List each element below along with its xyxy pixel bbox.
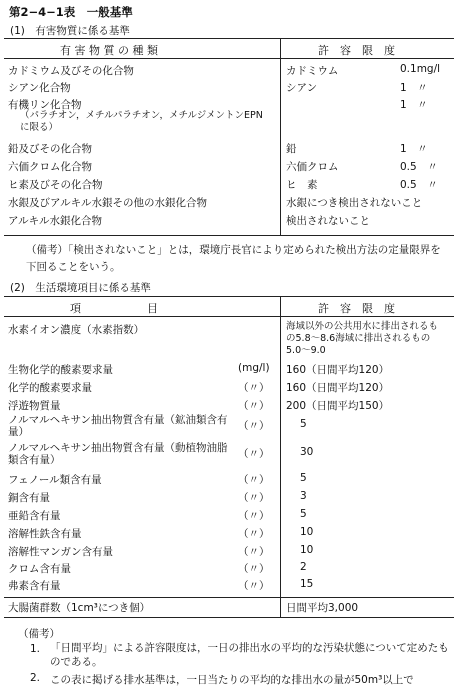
s2-row-name: 弗素含有量 bbox=[8, 580, 61, 592]
s2-row-unit: （〃） bbox=[238, 563, 270, 575]
s2-row-name: 化学的酸素要求量 bbox=[8, 382, 92, 394]
s2-row-name: 銅含有量 bbox=[8, 492, 50, 504]
s2-row-unit: （〃） bbox=[238, 510, 270, 522]
s1-row-name: 水銀及びアルキル水銀その他の水銀化合物 bbox=[8, 197, 207, 209]
s2-row-name: 溶解性鉄含有量 bbox=[8, 528, 82, 540]
s2-row-limit: 3 bbox=[300, 490, 307, 502]
section2-label: (2) 生活環境項目に係る基準 bbox=[10, 282, 151, 294]
s2-row-name: ノルマルヘキサン抽出物質含有量（動植物油脂類含有量） bbox=[8, 442, 228, 466]
s2-row-unit: (mg/l) bbox=[238, 362, 270, 374]
s2-header-border bbox=[4, 316, 454, 317]
s1-row-name: ヒ素及びその化合物 bbox=[8, 179, 103, 191]
s2-row-name: 水素イオン濃度（水素指数） bbox=[8, 324, 145, 336]
s1-row-name: カドミウム及びその化合物 bbox=[8, 65, 134, 77]
s1-row-limit-name: 鉛 bbox=[286, 143, 297, 155]
note-number: 2. bbox=[30, 672, 41, 684]
s2-row-limit: 10 bbox=[300, 526, 314, 538]
note-text: 「日間平均」による許容限度は，一日の排出水の平均的な汚染状態について定めたものである。 bbox=[50, 642, 449, 668]
s2-row-name: 溶解性マンガン含有量 bbox=[8, 546, 113, 558]
table-title: 第2−4−1表 一般基準 bbox=[9, 5, 133, 19]
s1-row-name: シアン化合物 bbox=[8, 82, 71, 94]
s2-row-name: 大腸菌群数（1cm³につき個） bbox=[8, 602, 151, 614]
s1-row-name: 有機リン化合物 bbox=[8, 99, 82, 111]
s2-row-unit: （〃） bbox=[238, 528, 270, 540]
s2-row-limit: 160（日間平均120） bbox=[286, 382, 390, 394]
s1-row-value: 1 〃 bbox=[400, 99, 428, 111]
s2-row-limit: 30 bbox=[300, 446, 314, 458]
s2-row-limit: 15 bbox=[300, 578, 314, 590]
note-text: この表に掲げる排水基準は，一日当たりの平均的な排出水の量が50m³以上で bbox=[50, 674, 414, 686]
s2-row-name: 浮遊物質量 bbox=[8, 400, 61, 412]
s1-row-subnote: （パラチオン，メチルパラチオン，メチルジメントンEPNに限る） bbox=[20, 110, 263, 133]
s2-row-limit: 日間平均3,000 bbox=[286, 602, 359, 614]
s1-row-value: 0.5 〃 bbox=[400, 179, 438, 191]
s2-row-unit: （〃） bbox=[238, 546, 270, 558]
s1-row-value: 0.5 〃 bbox=[400, 161, 438, 173]
s2-row-name: ノルマルヘキサン抽出物質含有量（鉱油類含有量） bbox=[8, 414, 228, 438]
s1-row-limit-name: 水銀につき検出されないこと bbox=[286, 197, 423, 209]
s2-row-unit: （〃） bbox=[238, 492, 270, 504]
s1-row-limit-name: シアン bbox=[286, 82, 318, 94]
s2-header-limit: 許 容 限 度 bbox=[318, 302, 395, 315]
s1-header-limit: 許 容 限 度 bbox=[318, 44, 395, 57]
s1-row-limit-name: 六価クロム bbox=[286, 161, 339, 173]
s2-row-name: クロム含有量 bbox=[8, 563, 71, 575]
s1-row-limit-name: ヒ 素 bbox=[286, 179, 318, 191]
s1-top-border bbox=[4, 38, 454, 39]
s2-row-limit: 2 bbox=[300, 561, 307, 573]
s2-final-border bbox=[4, 617, 454, 618]
s2-row-limit: 5 bbox=[300, 508, 307, 520]
s1-bottom-border bbox=[4, 235, 454, 236]
s2-row-limit: 5 bbox=[300, 472, 307, 484]
s1-row-value: 1 〃 bbox=[400, 82, 428, 94]
s1-row-name: アルキル水銀化合物 bbox=[8, 215, 102, 227]
s2-row-limit: 5 bbox=[300, 418, 307, 430]
s1-column-divider bbox=[280, 38, 281, 235]
s1-row-name: 鉛及びその化合物 bbox=[8, 143, 92, 155]
s2-row-unit: （〃） bbox=[238, 580, 270, 592]
notes-heading: （備考） bbox=[18, 628, 60, 640]
s1-row-value: 1 〃 bbox=[400, 143, 428, 155]
s2-row-limit: 10 bbox=[300, 544, 314, 556]
s2-row-unit: （〃） bbox=[238, 382, 270, 394]
s2-row-unit: （〃） bbox=[238, 448, 270, 460]
s2-header-item: 項 目 bbox=[70, 302, 158, 315]
s2-row-unit: （〃） bbox=[238, 420, 270, 432]
s1-row-limit-name: カドミウム bbox=[286, 65, 339, 77]
s2-final-divider bbox=[280, 597, 281, 617]
s2-row-limit: 200（日間平均150） bbox=[286, 400, 390, 412]
s2-row-name: 亜鉛含有量 bbox=[8, 510, 61, 522]
s1-row-value: 0.1mg/l bbox=[400, 63, 441, 75]
s1-row-limit-name: 検出されないこと bbox=[286, 215, 370, 227]
s2-row-unit: （〃） bbox=[238, 474, 270, 486]
s2-top-border bbox=[4, 296, 454, 297]
s2-row-name: フェノール類含有量 bbox=[8, 474, 102, 486]
s2-bottom-border bbox=[4, 597, 454, 598]
s2-row-limit: 160（日間平均120） bbox=[286, 364, 390, 376]
s1-row-name: 六価クロム化合物 bbox=[8, 161, 92, 173]
s2-row-unit: （〃） bbox=[238, 400, 270, 412]
note-number: 1. bbox=[30, 643, 41, 655]
s1-header-substance: 有 害 物 質 の 種 類 bbox=[60, 44, 158, 57]
s2-row-limit: 海域以外の公共用水に排出されるもの5.8〜8.6海域に排出されるもの5.0〜9.0 bbox=[286, 321, 439, 356]
s1-note: （備考）「検出されないこと」とは，環境庁長官により定められた検出方法の定量限界を下回ることをいう。 bbox=[26, 244, 441, 273]
s2-column-divider bbox=[280, 296, 281, 597]
s1-header-border bbox=[4, 58, 454, 59]
section1-label: (1) 有害物質に係る基準 bbox=[10, 25, 130, 37]
s2-row-name: 生物化学的酸素要求量 bbox=[8, 364, 113, 376]
